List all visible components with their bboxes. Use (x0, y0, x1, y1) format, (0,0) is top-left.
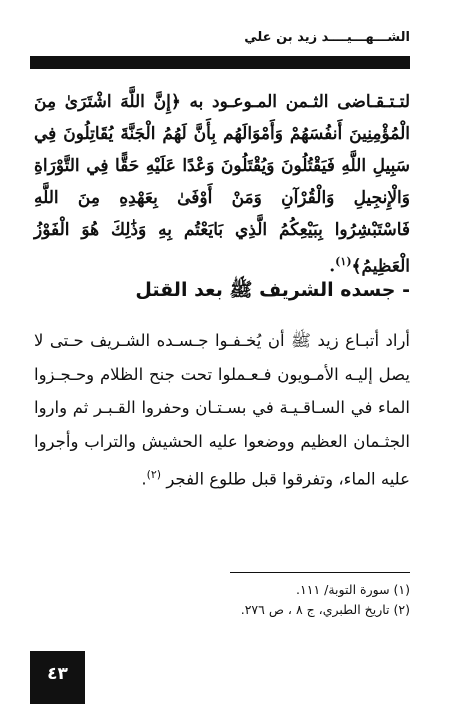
footnote-ref-2: (٢) (146, 468, 162, 481)
quran-verse-paragraph (34, 86, 410, 283)
footnote-1: (١) سورة التوبة/ ١١١. (296, 582, 410, 597)
body-end-mark: . (141, 469, 147, 489)
verse-text: لتـتـقـاضى الثـمن المـوعـود به ﴿إِنَّ اللَّهَ اشْتَرَىٰ مِنَ الْمُؤْمِنِينَ أَنفُسَهُمْ وَأَمْوَالَهُم بِأَنَّ لَهُمُ الْجَنَّةَ يُقَاتِلُونَ فِي سَبِيلِ اللَّهِ فَيَقْتُلُونَ وَيُقْتَلُونَ وَعْدًا عَلَيْهِ حَقًّا فِي التَّوْرَاةِ وَالْإِنجِيلِ وَالْقُرْآنِ وَمَنْ أَوْفَىٰ بِعَهْدِهِ مِنَ اللَّهِ فَاسْتَبْشِرُوا بِبَيْعِكُمُ الَّذِي بَايَعْتُم بِهِ وَذَٰلِكَ هُوَ الْفَوْزُ الْعَظِيمُ﴾ (34, 92, 410, 277)
section-heading: - جسده الشريف ﷺ بعد القتل (135, 279, 410, 301)
header-rule (30, 56, 410, 69)
footnote-rule (230, 572, 410, 573)
body-paragraph (34, 324, 410, 496)
footnote-ref-1: (١) (335, 255, 352, 268)
verse-end-mark: . (329, 256, 336, 277)
body-text: أراد أتبـاع زيد ﷺ أن يُخـفـوا جـسـده الشـريف حـتى لا يصل إليـه الأمـويون فـعـملوا تحت جنح الظلام وحـجـزوا الماء في السـاقـيـة في بسـتـان وحفروا القـبـر ثم واروا الجثـمان العظيم ووضعوا عليه الحشيش والتراب وأجروا عليه الماء، وتفرقوا قبل طلوع الفجر (34, 331, 410, 489)
footnotes (34, 580, 410, 620)
running-head: الشـــهـــيــــد زيد بن علي (244, 30, 410, 45)
page-number: ٤٣ (30, 651, 85, 704)
footnote-2: (٢) تاريخ الطبري، ج ٨ ، ص ٢٧٦. (240, 602, 410, 617)
